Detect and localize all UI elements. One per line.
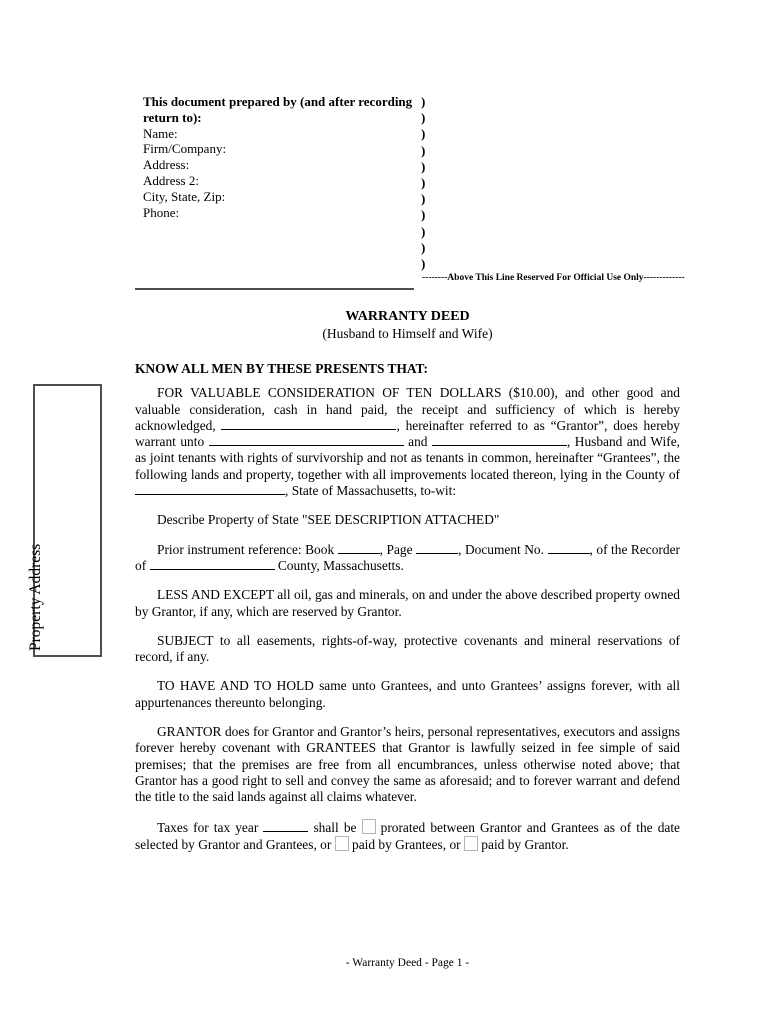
taxes-text-2: shall be (308, 819, 362, 835)
prior-text-5: County, Massachusetts. (274, 557, 404, 573)
grantee-two-name-blank (432, 434, 567, 446)
prepared-field-name: Name: (143, 125, 178, 141)
paid-by-grantor-checkbox (464, 836, 478, 851)
prepared-field-address: Address: (143, 157, 190, 173)
paragraph-grantor-covenant: GRANTOR does for Grantor and Grantor’s heirs, personal representatives, executors and assigns forever hereby covenant with GRANTEES that Grantor is lawfully seized in fee simple of said premises; that the premises are free from all encumbrances, unless otherwise noted above; that Grantor has a good right to sell and convey the same as aforesaid; and to forever warrant and defend the title to the said lands against all claims whatever. (135, 724, 680, 805)
taxes-text-3: prorated between Grantor and Grantees as of the date selected by Grantor and Grantees, or (135, 819, 680, 852)
grantor-name-blank (221, 418, 396, 430)
prior-text-3: , Document No. (458, 541, 548, 557)
paragraph-consideration (135, 385, 680, 499)
deed-body (135, 361, 680, 866)
opening-declaration: KNOW ALL MEN BY THESE PRESENTS THAT: (135, 361, 428, 376)
paragraph-less-and-except: LESS AND EXCEPT all oil, gas and minerals, on and under the above described property owned by Grantor, if any, which are reserved by Grantor. (135, 587, 680, 619)
property-address-box (27, 384, 102, 657)
prior-text-4: , of the Recorder of (135, 541, 680, 573)
document-title: WARRANTY DEED (345, 309, 470, 324)
property-address-label: Property Address (27, 543, 44, 651)
consideration-text-1: FOR VALUABLE CONSIDERATION OF TEN DOLLARS ($10.00), and other good and valuable consideration, cash in hand paid, the receipt and sufficiency of which is hereby acknowledged, (135, 385, 680, 433)
closing-paren: ) (421, 126, 426, 142)
prepared-field-phone: Phone: (143, 204, 180, 220)
consideration-text-5: , State of Massachusetts, to-wit: (285, 483, 457, 499)
title-block (135, 308, 680, 342)
closing-paren: ) (421, 110, 426, 126)
closing-paren: ) (421, 191, 426, 207)
paid-by-grantees-checkbox (335, 836, 349, 851)
prepared-field-city-state-zip: City, State, Zip: (143, 188, 226, 204)
closing-paren: ) (421, 94, 426, 109)
closing-paren: ) (421, 239, 426, 255)
document-no-blank (548, 542, 590, 554)
closing-paren: ) (421, 142, 426, 158)
paragraph-taxes (135, 819, 680, 854)
consideration-text-2: , hereinafter referred to as “Grantor”, does hereby warrant unto (135, 417, 680, 450)
prior-text-2: , Page (379, 541, 417, 557)
grantee-one-name-blank (209, 434, 404, 446)
book-blank (338, 542, 380, 554)
recorder-paren-column (421, 94, 425, 272)
county-blank (135, 483, 285, 495)
taxes-text-4: paid by Grantees, or (348, 836, 464, 852)
taxes-text-5: paid by Grantor. (477, 836, 569, 852)
official-use-separator-line (135, 288, 414, 290)
page-footer: - Warranty Deed - Page 1 - (345, 957, 470, 969)
closing-paren: ) (421, 174, 426, 190)
paragraph-describe-property: Describe Property of State "SEE DESCRIPTION ATTACHED" (157, 512, 500, 528)
closing-paren: ) (421, 255, 426, 271)
consideration-text-4: , Husband and Wife, as joint tenants with rights of survivorship and not as tenants in common, hereinafter “Grantees”, the following lands and property, together with all improvements located thereon, lying in the County of (135, 434, 680, 482)
consideration-text-3: and (403, 434, 432, 450)
closing-paren: ) (421, 158, 426, 174)
prior-text-1: Prior instrument reference: Book (157, 541, 338, 557)
prorated-checkbox (362, 819, 376, 834)
document-subtitle: (Husband to Himself and Wife) (322, 326, 493, 341)
recorder-county-blank (150, 558, 275, 570)
paragraph-to-have-and-hold: TO HAVE AND TO HOLD same unto Grantees, and unto Grantees’ assigns forever, with all appurtenances thereunto belonging. (135, 678, 680, 710)
closing-paren: ) (421, 223, 426, 239)
above-line-reserved-text: --------Above This Line Reserved For Official Use Only------------- (422, 273, 685, 283)
closing-paren: ) (421, 207, 426, 223)
prepared-by-heading: This document prepared by (and after recording return to): (143, 94, 413, 125)
paragraph-subject: SUBJECT to all easements, rights-of-way, protective covenants and mineral reservations of record, if any. (135, 632, 680, 665)
page-blank (416, 542, 458, 554)
prepared-field-firm-company: Firm/Company: (143, 141, 227, 157)
tax-year-blank (263, 820, 308, 832)
taxes-text-1: Taxes for tax year (157, 819, 264, 835)
paragraph-prior-instrument (135, 542, 680, 575)
prepared-field-address2: Address 2: (143, 172, 199, 188)
prepared-by-block (143, 94, 445, 220)
